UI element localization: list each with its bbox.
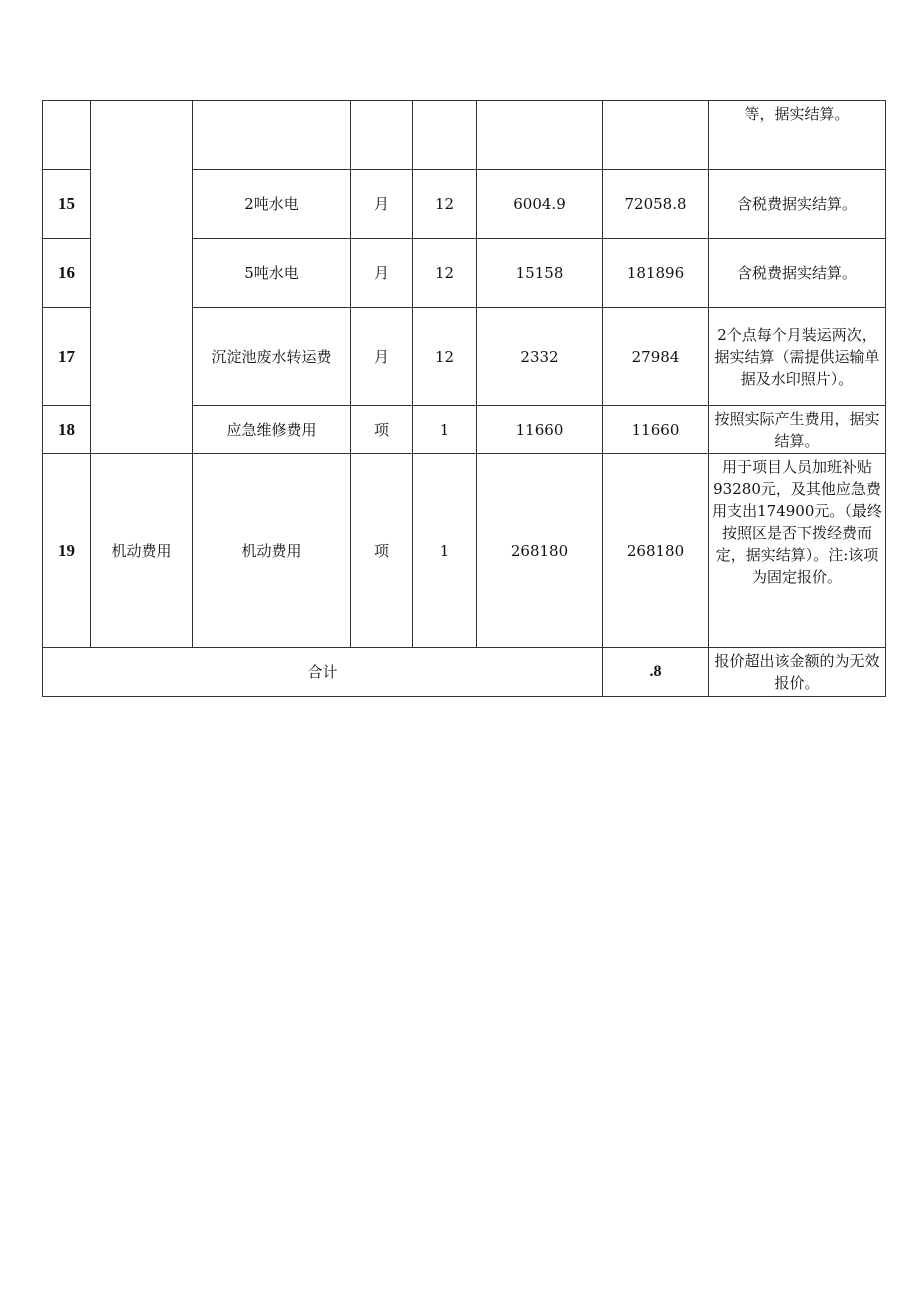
item-name bbox=[193, 101, 351, 170]
amount-cell: 181896 bbox=[603, 239, 709, 308]
row-number: 18 bbox=[43, 406, 91, 454]
note-cell: 2个点每个月装运两次，据实结算（需提供运输单据及水印照片）。 bbox=[709, 308, 886, 406]
table-row bbox=[43, 101, 886, 170]
quantity-cell: 12 bbox=[413, 170, 477, 239]
unit-price-cell: 6004.9 bbox=[477, 170, 603, 239]
unit-cell: 月 bbox=[351, 308, 413, 406]
unit-cell: 月 bbox=[351, 239, 413, 308]
unit-cell: 月 bbox=[351, 170, 413, 239]
quantity-cell bbox=[413, 101, 477, 170]
note-cell: 按照实际产生费用，据实结算。 bbox=[709, 406, 886, 454]
unit-price-cell: 268180 bbox=[477, 454, 603, 648]
unit-price-cell: 15158 bbox=[477, 239, 603, 308]
total-label: 合计 bbox=[43, 648, 603, 697]
unit-cell bbox=[351, 101, 413, 170]
amount-cell: 11660 bbox=[603, 406, 709, 454]
total-amount: .8 bbox=[603, 648, 709, 697]
row-number: 19 bbox=[43, 454, 91, 648]
quantity-cell: 1 bbox=[413, 454, 477, 648]
row-number: 16 bbox=[43, 239, 91, 308]
amount-cell: 72058.8 bbox=[603, 170, 709, 239]
row-number: 15 bbox=[43, 170, 91, 239]
note-cell: 含税费据实结算。 bbox=[709, 239, 886, 308]
note-cell: 等，据实结算。 bbox=[709, 101, 886, 170]
total-row bbox=[43, 648, 886, 697]
quantity-cell: 1 bbox=[413, 406, 477, 454]
fee-table bbox=[42, 100, 886, 697]
unit-cell: 项 bbox=[351, 454, 413, 648]
amount-cell bbox=[603, 101, 709, 170]
item-name: 沉淀池废水转运费 bbox=[193, 308, 351, 406]
item-name: 应急维修费用 bbox=[193, 406, 351, 454]
total-note: 报价超出该金额的为无效报价。 bbox=[709, 648, 886, 697]
amount-cell: 27984 bbox=[603, 308, 709, 406]
quantity-cell: 12 bbox=[413, 239, 477, 308]
amount-cell: 268180 bbox=[603, 454, 709, 648]
note-cell: 含税费据实结算。 bbox=[709, 170, 886, 239]
item-name: 5吨水电 bbox=[193, 239, 351, 308]
row-number bbox=[43, 101, 91, 170]
quantity-cell: 12 bbox=[413, 308, 477, 406]
item-name: 2吨水电 bbox=[193, 170, 351, 239]
unit-price-cell: 2332 bbox=[477, 308, 603, 406]
category-cell bbox=[91, 101, 193, 454]
note-cell: 用于项目人员加班补贴93280元，及其他应急费用支出174900元。（最终按照区是否下拨经费而定，据实结算）。注:该项为固定报价。 bbox=[709, 454, 886, 648]
unit-price-cell: 11660 bbox=[477, 406, 603, 454]
row-number: 17 bbox=[43, 308, 91, 406]
table-row bbox=[43, 454, 886, 648]
unit-price-cell bbox=[477, 101, 603, 170]
unit-cell: 项 bbox=[351, 406, 413, 454]
category-cell: 机动费用 bbox=[91, 454, 193, 648]
item-name: 机动费用 bbox=[193, 454, 351, 648]
